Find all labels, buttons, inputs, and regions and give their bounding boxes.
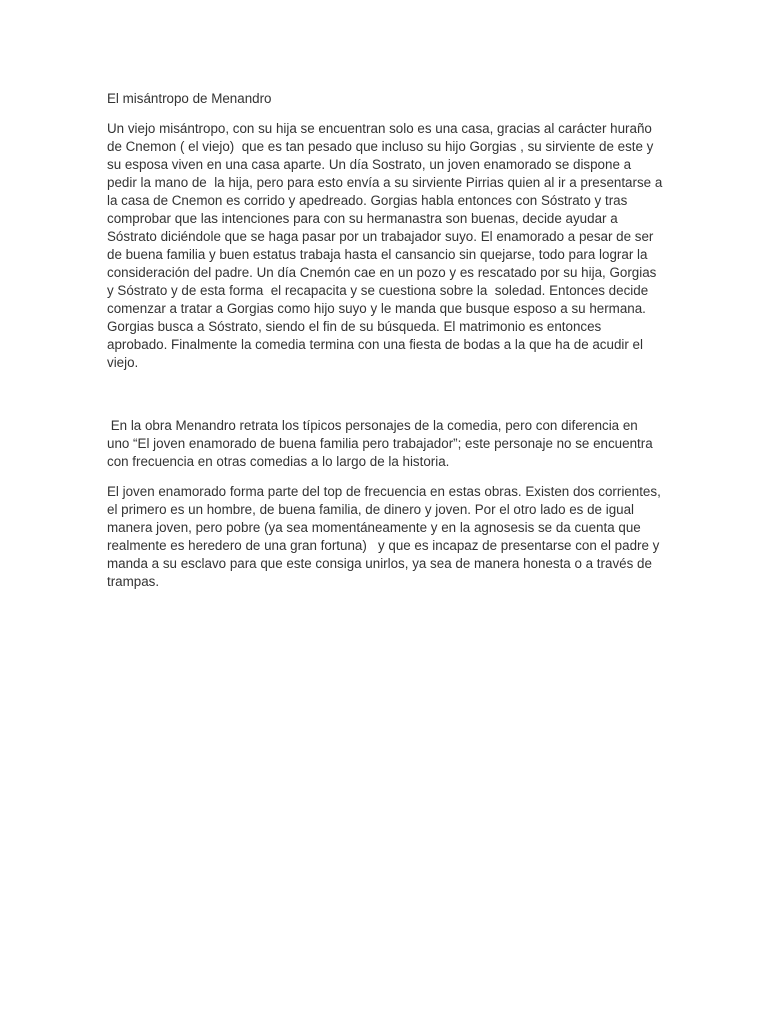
paragraph-young-lover: El joven enamorado forma parte del top de frecuencia en estas obras. Existen dos corrientes, el primero es un hombre, de buena familia, de dinero y joven. Por el otro lado es de igual manera joven, pero pobre (ya sea momentáneamente y en la agnosesis se da cuenta que realmente es heredero de una gran fortuna) y que es incapaz de presentarse con el padre y manda a su esclavo para que este consiga unirlos, ya sea de manera honesta o a través de trampas. xyxy=(107,484,665,589)
paragraph-summary: Un viejo misántropo, con su hija se encuentran solo es una casa, gracias al carácter huraño de Cnemon ( el viejo) que es tan pesado que incluso su hijo Gorgias , su sirviente de este y su esposa viven en una casa aparte. Un día Sostrato, un joven enamorado se dispone a pedir la mano de la hija, pero para esto envía a su sirviente Pirrias quien al ir a presentarse a la casa de Cnemon es corrido y apedreado. Gorgias habla entonces con Sóstrato y tras comprobar que las intenciones para con su hermanastra son buenas, decide ayudar a Sóstrato diciéndole que se haga pasar por un trabajador suyo. El enamorado a pesar de ser de buena familia y buen estatus trabaja hasta el cansancio sin quejarse, todo para lograr la consideración del padre. Un día Cnemón cae en un pozo y es rescatado por su hija, Gorgias y Sóstrato y de esta forma el recapacita y se cuestiona sobre la soledad. Entonces decide comenzar a tratar a Gorgias como hijo suyo y le manda que busque esposo a su hermana. Gorgias busca a Sóstrato, siendo el fin de su búsqueda. El matrimonio es entonces aprobado. Finalmente la comedia termina con una fiesta de bodas a la que ha de acudir el viejo. xyxy=(107,121,667,370)
document-title: El misántropo de Menandro xyxy=(107,91,272,106)
paragraph-spacer xyxy=(107,384,663,417)
paragraph-characters: En la obra Menandro retrata los típicos personajes de la comedia, pero con diferencia en uno “El joven enamorado de buena familia pero trabajador”; este personaje no se encuentra con frecuencia en otras comedias a lo largo de la historia. xyxy=(107,418,657,469)
document-body xyxy=(107,90,667,603)
